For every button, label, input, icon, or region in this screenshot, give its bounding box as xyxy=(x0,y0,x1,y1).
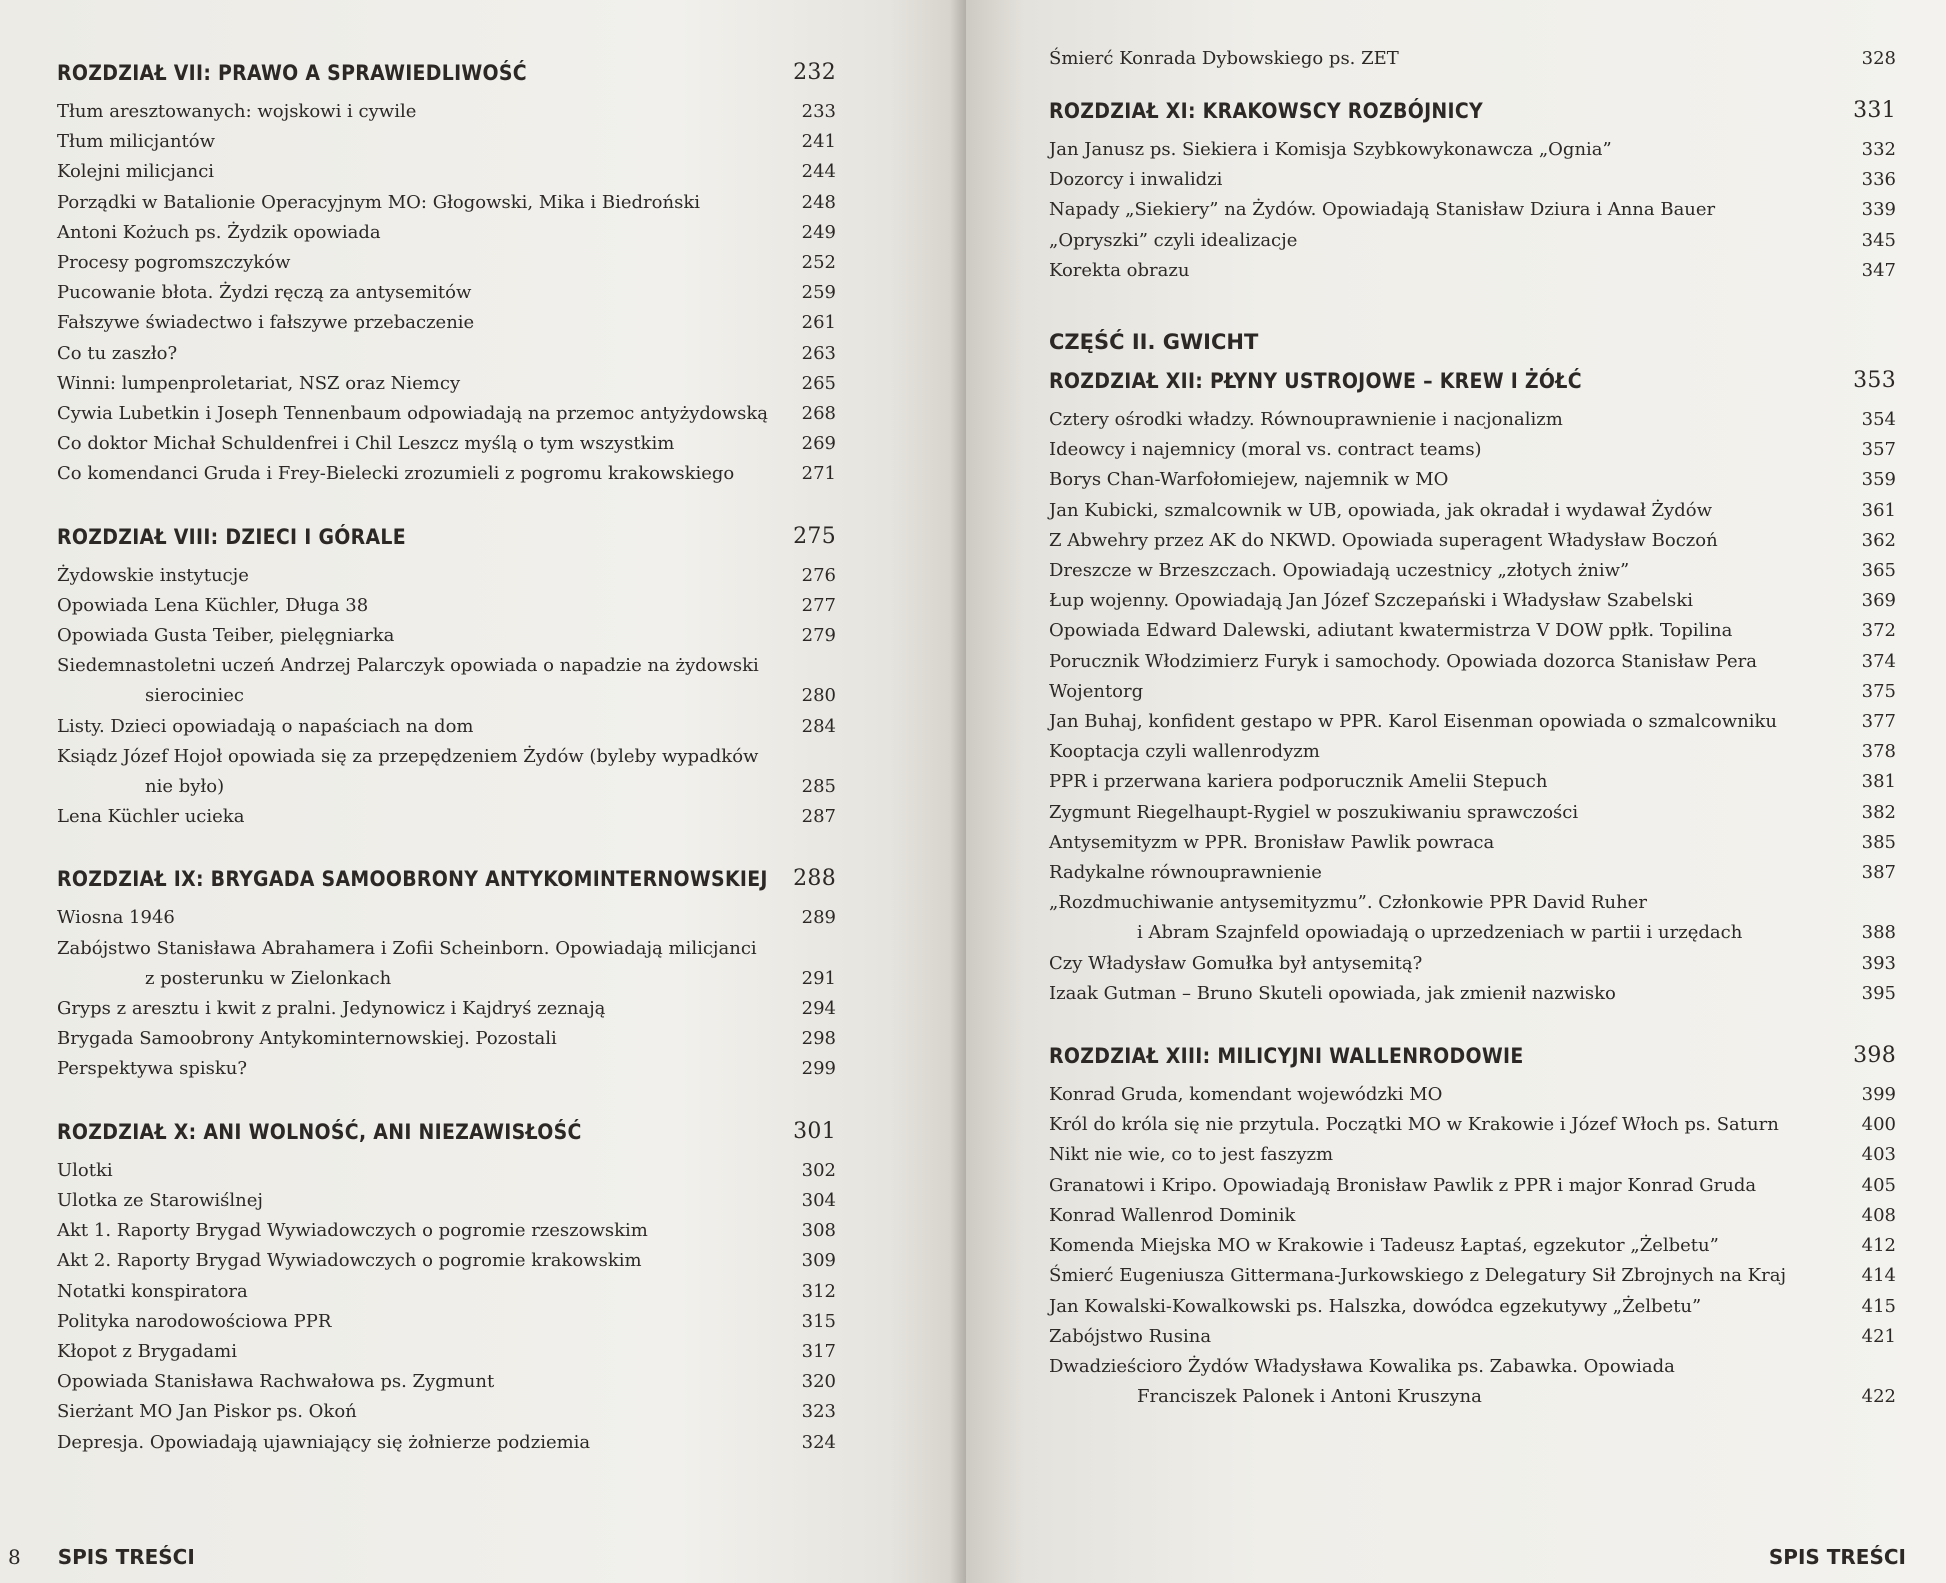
toc-entry xyxy=(57,188,836,218)
toc-entry xyxy=(1049,647,1896,677)
toc-entry-title: Jan Janusz ps. Siekiera i Komisja Szybkowykonawcza „Ognia” xyxy=(1049,139,1612,160)
toc-entry xyxy=(1049,767,1896,797)
toc-entry-page: 339 xyxy=(1861,199,1896,221)
toc-entry-page: 395 xyxy=(1861,982,1896,1004)
toc-entry-title: Sierżant MO Jan Piskor ps. Okoń xyxy=(57,1401,357,1423)
toc-entry-page: 412 xyxy=(1861,1235,1896,1257)
toc-entry-title: Z Abwehry przez AK do NKWD. Opowiada superagent Władysław Boczoń xyxy=(1049,529,1718,551)
toc-entry xyxy=(57,1156,836,1186)
toc-entry xyxy=(1049,226,1896,256)
toc-entry-page: 354 xyxy=(1861,409,1896,431)
toc-entry-page: 249 xyxy=(801,221,836,243)
toc-entry-page: 415 xyxy=(1861,1295,1896,1317)
toc-entry xyxy=(57,127,836,157)
toc-entry xyxy=(57,157,836,187)
toc-entry-title: Ulotki xyxy=(57,1159,113,1181)
toc-entry-page: 271 xyxy=(801,463,836,485)
toc-entry-title: Ideowcy i najemnicy (moral vs. contract teams) xyxy=(1049,439,1482,461)
toc-entry xyxy=(57,621,836,651)
toc-entry-title: Borys Chan-Warfołomiejew, najemnik w MO xyxy=(1049,469,1449,491)
toc-entry-title: Ulotka ze Starowiślnej xyxy=(57,1189,263,1211)
toc-entry-page: 369 xyxy=(1861,590,1896,612)
toc-entry-page: 285 xyxy=(801,776,836,798)
toc-entry xyxy=(1049,256,1896,286)
chapter-page: 331 xyxy=(1853,98,1896,123)
toc-entry xyxy=(57,712,836,742)
toc-entry-title: Tłum aresztowanych: wojskowi i cywile xyxy=(57,101,417,122)
toc-entry xyxy=(57,651,836,711)
chapter-heading xyxy=(1049,368,1896,393)
toc-entry xyxy=(57,903,836,933)
toc-entry-title: „Rozdmuchiwanie antysemityzmu”. Członkowie PPR David Ruher i Abram Szajnfeld opowiadają o uprzedzeniach w partii i urzędach xyxy=(1049,888,1856,948)
chapter-title: ROZDZIAŁ XI: KRAKOWSCY ROZBÓJNICY xyxy=(1049,99,1483,123)
toc-entry xyxy=(57,248,836,278)
right-page xyxy=(966,0,1946,1583)
toc-entry xyxy=(57,802,836,832)
toc-entry-page: 377 xyxy=(1861,711,1896,733)
toc-entry-title: Opowiada Gusta Teiber, pielęgniarka xyxy=(57,625,395,647)
toc-entry-page: 252 xyxy=(801,252,836,274)
toc-entry-page: 400 xyxy=(1861,1114,1896,1136)
toc-entry-page: 414 xyxy=(1861,1265,1896,1287)
toc-entry-title: Cywia Lubetkin i Joseph Tennenbaum odpowiadają na przemoc antyżydowską xyxy=(57,403,769,425)
toc-entry-title: Jan Buhaj, konfident gestapo w PPR. Karol Eisenman opowiada o szmalcowniku xyxy=(1049,711,1777,733)
toc-entry-title: Zygmunt Riegelhaupt-Rygiel w poszukiwaniu sprawczości xyxy=(1049,801,1579,823)
chapter-heading xyxy=(57,1119,836,1144)
toc-entry xyxy=(1049,1171,1896,1201)
toc-entry-title: Korekta obrazu xyxy=(1049,259,1190,281)
toc-entry-title: Brygada Samoobrony Antykominternowskiej. Pozostali xyxy=(57,1028,557,1050)
toc-entry-page: 332 xyxy=(1861,139,1896,160)
toc-entry-title: Antoni Kożuch ps. Żydzik opowiada xyxy=(57,221,381,243)
toc-entry xyxy=(57,561,836,591)
toc-entry-title: Śmierć Eugeniusza Gittermana-Jurkowskiego z Delegatury Sił Zbrojnych na Kraj xyxy=(1049,1265,1787,1287)
toc-entry-title: Depresja. Opowiadają ujawniający się żołnierze podziemia xyxy=(57,1431,591,1453)
toc-entry-title: Komenda Miejska MO w Krakowie i Tadeusz Łaptaś, egzekutor „Żelbetu” xyxy=(1049,1235,1719,1257)
chapter-heading xyxy=(57,866,836,891)
toc-entry-page: 277 xyxy=(801,594,836,616)
toc-entry xyxy=(57,429,836,459)
chapter-xiii xyxy=(1049,1043,1896,1412)
toc-entry-title: Procesy pogromszczyków xyxy=(57,252,291,274)
toc-entry xyxy=(1049,858,1896,888)
chapter-page: 398 xyxy=(1853,1043,1896,1069)
toc-entry xyxy=(57,742,836,802)
toc-entry xyxy=(1049,1110,1896,1140)
toc-entry-title: Listy. Dzieci opowiadają o napaściach na dom xyxy=(57,715,474,737)
chapter-page: 353 xyxy=(1853,368,1896,394)
toc-entry-title: Fałszywe świadectwo i fałszywe przebaczenie xyxy=(57,312,475,334)
toc-entry-title: Kłopot z Brygadami xyxy=(57,1340,237,1362)
toc-entry xyxy=(1049,616,1896,646)
toc-entry-title: Cztery ośrodki władzy. Równouprawnienie i nacjonalizm xyxy=(1049,409,1563,431)
toc-entry xyxy=(57,339,836,369)
toc-entry-title: Perspektywa spisku? xyxy=(57,1058,248,1080)
toc-entry-title: Dwadzieścioro Żydów Władysława Kowalika ps. Zabawka. Opowiada Franciszek Palonek i Antoni Kruszyna xyxy=(1049,1352,1856,1412)
chapter-heading xyxy=(57,60,836,85)
toc-entry-title: Kolejni milicjanci xyxy=(57,161,215,183)
toc-entry-title: Polityka narodowościowa PPR xyxy=(57,1310,332,1332)
left-footer xyxy=(8,1545,195,1569)
toc-entry-page: 279 xyxy=(801,625,836,647)
toc-entry xyxy=(1049,435,1896,465)
toc-entry-page: 263 xyxy=(801,342,836,364)
toc-entry-page: 265 xyxy=(801,372,836,394)
toc-entry xyxy=(1049,888,1896,948)
toc-entry-title: Nikt nie wie, co to jest faszyzm xyxy=(1049,1144,1334,1166)
toc-entry-title: Pucowanie błota. Żydzi ręczą za antysemitów xyxy=(57,282,472,304)
toc-entry-page: 381 xyxy=(1861,771,1896,793)
toc-entry-title: Dozorcy i inwalidzi xyxy=(1049,169,1223,191)
toc-entry-page: 403 xyxy=(1861,1144,1896,1166)
toc-entry-page: 362 xyxy=(1861,529,1896,551)
toc-entry xyxy=(57,218,836,248)
toc-entry-title: Opowiada Stanisława Rachwałowa ps. Zygmunt xyxy=(57,1371,495,1393)
toc-entry-page: 289 xyxy=(801,907,836,929)
toc-entry xyxy=(1049,828,1896,858)
left-page xyxy=(0,0,966,1583)
toc-entry-page: 336 xyxy=(1861,169,1896,191)
toc-entry xyxy=(57,1307,836,1337)
toc-entry xyxy=(57,994,836,1024)
toc-entry-page: 408 xyxy=(1861,1204,1896,1226)
running-title: SPIS TREŚCI xyxy=(1768,1545,1906,1569)
chapter-heading xyxy=(1049,1043,1896,1068)
toc-entry-title: Napady „Siekiery” na Żydów. Opowiadają Stanisław Dziura i Anna Bauer xyxy=(1049,199,1716,221)
toc-entry-continuation: z posterunku w Zielonkach xyxy=(145,967,392,989)
toc-entry-page: 294 xyxy=(801,998,836,1020)
toc-entry xyxy=(1049,677,1896,707)
toc-entry-page: 357 xyxy=(1861,439,1896,461)
toc-entry-title: Co komendanci Gruda i Frey-Bielecki zrozumieli z pogromu krakowskiego xyxy=(57,463,735,485)
toc-entry xyxy=(57,459,836,489)
toc-entry xyxy=(1049,586,1896,616)
toc-entry-page: 309 xyxy=(801,1250,836,1272)
toc-entry-page: 375 xyxy=(1861,680,1896,702)
toc-entry xyxy=(1049,165,1896,195)
toc-entry xyxy=(1049,496,1896,526)
toc-entry-continuation: sierociniec xyxy=(145,685,245,707)
toc-entry-page: 248 xyxy=(801,191,836,213)
toc-entry xyxy=(57,1186,836,1216)
toc-entry-title: Siedemnastoletni uczeń Andrzej Palarczyk opowiada o napadzie na żydowski sierociniec xyxy=(57,651,796,711)
toc-entry-page: 299 xyxy=(801,1058,836,1080)
toc-entry xyxy=(1049,526,1896,556)
chapter-title: ROZDZIAŁ XIII: MILICYJNI WALLENRODOWIE xyxy=(1049,1044,1524,1069)
toc-entry xyxy=(1049,465,1896,495)
part-title: CZĘŚĆ II. GWICHT xyxy=(1049,330,1259,355)
toc-entry xyxy=(57,97,836,127)
toc-entry-page: 315 xyxy=(801,1310,836,1332)
toc-entry-page: 323 xyxy=(801,1401,836,1423)
chapter-page: 288 xyxy=(793,866,836,892)
toc-entry-title: Wiosna 1946 xyxy=(57,907,175,929)
toc-entry-page: 382 xyxy=(1861,801,1896,823)
toc-entry xyxy=(1049,195,1896,225)
toc-entry-page: 320 xyxy=(801,1371,836,1393)
toc-entry xyxy=(57,1216,836,1246)
toc-entry-page: 287 xyxy=(801,806,836,828)
chapter-title: ROZDZIAŁ IX: BRYGADA SAMOOBRONY ANTYKOMINTERNOWSKIEJ xyxy=(57,867,768,892)
chapter-heading xyxy=(1049,98,1896,123)
toc-entry-title: Wojentorg xyxy=(1049,680,1144,702)
toc-entry xyxy=(1049,1261,1896,1291)
chapter-block xyxy=(57,60,836,490)
toc-entry-page: 284 xyxy=(801,715,836,737)
toc-entry-continuation: nie było) xyxy=(145,776,225,798)
toc-entry-title: Porządki w Batalionie Operacyjnym MO: Głogowski, Mika i Biedroński xyxy=(57,191,700,213)
page-folio: 8 xyxy=(8,1545,21,1569)
toc-entry-title: Kooptacja czyli wallenrodyzm xyxy=(1049,741,1320,763)
toc-entry-page: 347 xyxy=(1861,259,1896,281)
toc-entry xyxy=(1049,405,1896,435)
toc-entry-title: Zabójstwo Stanisława Abrahamera i Zofii Scheinborn. Opowiadają milicjanci z posterunku w Zielonkach xyxy=(57,934,796,994)
toc-entry-title: Konrad Wallenrod Dominik xyxy=(1049,1204,1296,1226)
toc-entry xyxy=(1049,1292,1896,1322)
toc-entry-continuation: Franciszek Palonek i Antoni Kruszyna xyxy=(1137,1386,1482,1408)
toc-entry-page: 259 xyxy=(801,282,836,304)
toc-entry xyxy=(1049,707,1896,737)
toc-entry xyxy=(1049,949,1896,979)
toc-entry-page: 405 xyxy=(1861,1174,1896,1196)
toc-entry-page: 276 xyxy=(801,564,836,586)
toc-entry-title: Co doktor Michał Schuldenfrei i Chil Leszcz myślą o tym wszystkim xyxy=(57,433,675,455)
toc-entry-title: Jan Kowalski-Kowalkowski ps. Halszka, dowódca egzekutywy „Żelbetu” xyxy=(1049,1295,1702,1317)
toc-entry xyxy=(1049,1231,1896,1261)
toc-entry xyxy=(1049,1322,1896,1352)
chapter-page: 275 xyxy=(793,523,836,549)
right-footer xyxy=(1769,1545,1906,1569)
toc-entry-title: Żydowskie instytucje xyxy=(57,564,249,586)
toc-entry-page: 378 xyxy=(1861,741,1896,763)
toc-entry-title: Jan Kubicki, szmalcownik w UB, opowiada, jak okradał i wydawał Żydów xyxy=(1049,499,1712,521)
toc-entry xyxy=(57,1367,836,1397)
toc-entry-page: 345 xyxy=(1861,229,1896,251)
toc-entry-page: 280 xyxy=(801,685,836,707)
toc-entry-page: 308 xyxy=(801,1220,836,1242)
toc-entry-page: 388 xyxy=(1861,922,1896,944)
chapter-title: ROZDZIAŁ XII: PŁYNY USTROJOWE – KREW I ŻÓŁĆ xyxy=(1049,369,1582,394)
chapter-title: ROZDZIAŁ VII: PRAWO A SPRAWIEDLIWOŚĆ xyxy=(57,61,527,85)
toc-entry-page: 268 xyxy=(801,403,836,425)
toc-entry xyxy=(57,399,836,429)
toc-entry-title: Gryps z aresztu i kwit z pralni. Jedynowicz i Kajdryś zeznają xyxy=(57,998,606,1020)
toc-entry-page: 304 xyxy=(801,1189,836,1211)
toc-entry-title: Zabójstwo Rusina xyxy=(1049,1325,1212,1347)
toc-entry xyxy=(1049,135,1896,165)
toc-entry-page: 361 xyxy=(1861,499,1896,521)
toc-entry-page: 399 xyxy=(1861,1084,1896,1106)
toc-entry-title: PPR i przerwana kariera podporucznik Amelii Stepuch xyxy=(1049,771,1548,793)
toc-entry-page: 374 xyxy=(1861,650,1896,672)
toc-entry-page: 233 xyxy=(801,101,836,122)
toc-entry-page: 291 xyxy=(801,967,836,989)
toc-entry-page: 328 xyxy=(1861,48,1896,69)
toc-entry-title: Akt 1. Raporty Brygad Wywiadowczych o pogromie rzeszowskim xyxy=(57,1220,648,1242)
toc-entry xyxy=(57,1024,836,1054)
toc-entry xyxy=(57,308,836,338)
chapter-page: 232 xyxy=(793,60,836,85)
toc-entry-title: Antysemityzm w PPR. Bronisław Pawlik powraca xyxy=(1049,831,1495,853)
toc-entry-title: Śmierć Konrada Dybowskiego ps. ZET xyxy=(1049,48,1399,69)
chapter-heading xyxy=(57,524,836,549)
toc-entry-title: Czy Władysław Gomułka był antysemitą? xyxy=(1049,952,1423,974)
toc-entry-title: Notatki konspiratora xyxy=(57,1280,248,1302)
toc-entry-title: Winni: lumpenproletariat, NSZ oraz Niemcy xyxy=(57,372,461,394)
toc-entry xyxy=(1049,737,1896,767)
chapter-xi xyxy=(1049,98,1896,286)
toc-entry xyxy=(1049,556,1896,586)
toc-entry-title: Konrad Gruda, komendant wojewódzki MO xyxy=(1049,1084,1443,1106)
toc-entry-title: Opowiada Lena Küchler, Długa 38 xyxy=(57,594,369,616)
toc-entry-page: 372 xyxy=(1861,620,1896,642)
toc-entry xyxy=(1049,979,1896,1009)
toc-entry-page: 261 xyxy=(801,312,836,334)
left-chapter-list xyxy=(57,60,836,1458)
toc-entry xyxy=(57,934,836,994)
toc-entry-page: 422 xyxy=(1861,1386,1896,1408)
toc-entry-title: Opowiada Edward Dalewski, adiutant kwatermistrza V DOW ppłk. Topilina xyxy=(1049,620,1733,642)
toc-entry xyxy=(57,369,836,399)
toc-entry xyxy=(57,1277,836,1307)
toc-entry-page: 241 xyxy=(801,131,836,153)
toc-entry-title: „Opryszki” czyli idealizacje xyxy=(1049,229,1298,251)
toc-entry-title: Tłum milicjantów xyxy=(57,131,216,153)
toc-entry-continuation: i Abram Szajnfeld opowiadają o uprzedzeniach w partii i urzędach xyxy=(1137,922,1743,944)
toc-entry-title: Akt 2. Raporty Brygad Wywiadowczych o pogromie krakowskim xyxy=(57,1250,642,1272)
toc-entry-title: Lena Küchler ucieka xyxy=(57,806,245,828)
toc-entry-title: Król do króla się nie przytula. Początki MO w Krakowie i Józef Włoch ps. Saturn xyxy=(1049,1114,1779,1136)
toc-entry-page: 298 xyxy=(801,1028,836,1050)
chapter-block xyxy=(57,866,836,1084)
toc-entry-title: Izaak Gutman – Bruno Skuteli opowiada, jak zmienił nazwisko xyxy=(1049,982,1616,1004)
toc-entry-title: Ksiądz Józef Hojoł opowiada się za przepędzeniem Żydów (byleby wypadków nie było) xyxy=(57,742,796,802)
toc-entry-page: 324 xyxy=(801,1431,836,1453)
toc-entry xyxy=(57,1054,836,1084)
toc-entry xyxy=(1049,1201,1896,1231)
toc-entry xyxy=(1049,1080,1896,1110)
toc-entry-page: 421 xyxy=(1861,1325,1896,1347)
toc-entry-page: 393 xyxy=(1861,952,1896,974)
toc-entry xyxy=(57,1428,836,1458)
toc-entry xyxy=(57,1337,836,1367)
toc-entry-page: 312 xyxy=(801,1280,836,1302)
toc-entry-title: Granatowi i Kripo. Opowiadają Bronisław Pawlik z PPR i major Konrad Gruda xyxy=(1049,1174,1757,1196)
toc-entry-page: 365 xyxy=(1861,560,1896,582)
toc-entry-page: 359 xyxy=(1861,469,1896,491)
chapter-title: ROZDZIAŁ X: ANI WOLNOŚĆ, ANI NIEZAWISŁOŚĆ xyxy=(57,1119,582,1144)
toc-entry-title: Radykalne równouprawnienie xyxy=(1049,862,1322,884)
toc-entry xyxy=(57,278,836,308)
toc-entry-title: Co tu zaszło? xyxy=(57,342,178,364)
toc-entry-page: 387 xyxy=(1861,862,1896,884)
toc-entry xyxy=(1049,1140,1896,1170)
toc-entry-title: Porucznik Włodzimierz Furyk i samochody. Opowiada dozorca Stanisław Pera xyxy=(1049,650,1757,672)
toc-entry xyxy=(1049,798,1896,828)
toc-entry xyxy=(1049,1352,1896,1412)
chapter-block xyxy=(57,1119,836,1458)
chapter-xii xyxy=(1049,368,1896,1009)
toc-entry xyxy=(57,591,836,621)
toc-entry-title: Dreszcze w Brzeszczach. Opowiadają uczestnicy „złotych żniw” xyxy=(1049,560,1630,582)
chapter-page: 301 xyxy=(793,1118,836,1144)
toc-entry-page: 385 xyxy=(1861,831,1896,853)
toc-entry-title: Łup wojenny. Opowiadają Jan Józef Szczepański i Władysław Szabelski xyxy=(1049,590,1693,612)
chapter-title: ROZDZIAŁ VIII: DZIECI I GÓRALE xyxy=(57,524,406,549)
toc-entry-page: 244 xyxy=(801,161,836,183)
running-title: SPIS TREŚCI xyxy=(57,1545,195,1569)
toc-entry xyxy=(57,1246,836,1276)
toc-entry-page: 269 xyxy=(801,433,836,455)
toc-entry xyxy=(57,1397,836,1427)
toc-entry-page: 302 xyxy=(801,1159,836,1181)
toc-entry-top xyxy=(1049,44,1896,74)
chapter-block xyxy=(57,524,836,833)
toc-entry-page: 317 xyxy=(801,1340,836,1362)
